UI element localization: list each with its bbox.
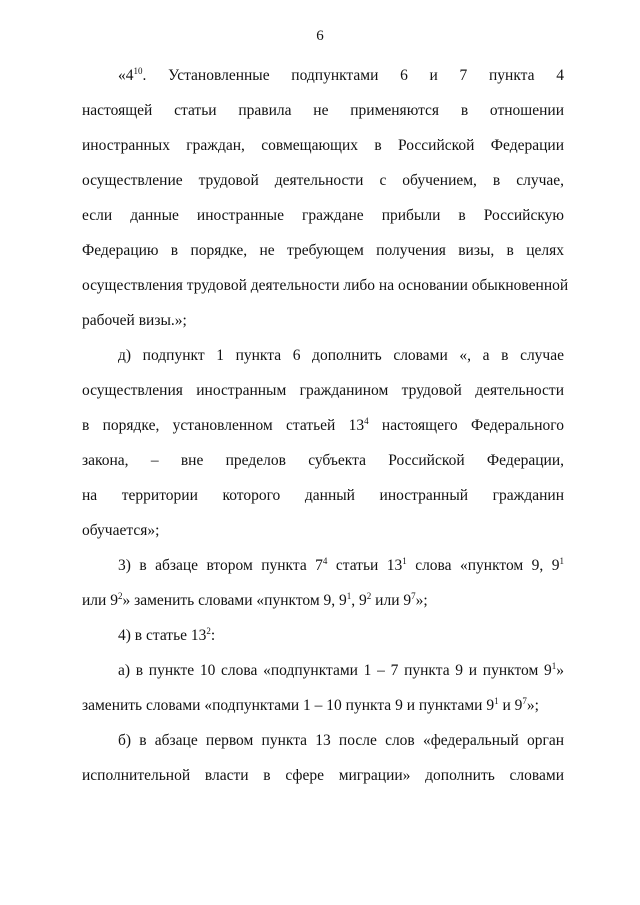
paragraph-1-line-7: осуществления трудовой деятельности либо на основании обыкновенной — [82, 277, 569, 294]
superscript: 1 — [402, 556, 407, 566]
paragraph-2-line-1: д) подпункт 1 пункта 6 дополнить словами «, а в случае — [118, 347, 564, 364]
paragraph-1-line-8: рабочей визы.»; — [82, 312, 187, 329]
text-run: а) в пункте 10 слова «подпунктами 1 – 7 пункта 9 и пунктом 9 — [118, 662, 552, 679]
paragraph-2-line-2: осуществления иностранным гражданином трудовой деятельности — [82, 382, 564, 399]
paragraph-1-line-5: если данные иностранные граждане прибыли в Российскую — [82, 207, 564, 224]
paragraph-6-line-2: исполнительной власти в сфере миграции» дополнить словами — [82, 767, 564, 784]
text-run: » — [556, 662, 564, 679]
page-number: 6 — [316, 28, 324, 44]
superscript: 1 — [346, 591, 352, 601]
paragraph-1-line-1 — [118, 66, 564, 86]
text-run: 3) в абзаце втором пункта 7 — [118, 557, 323, 574]
paragraph-2-line-6: обучается»; — [82, 522, 160, 539]
paragraph-3-line-1 — [118, 556, 564, 576]
paragraph-5-line-2 — [82, 696, 564, 716]
paragraph-4-line-1 — [118, 626, 564, 646]
superscript: 1 — [494, 696, 499, 706]
text-run: » заменить словами «пунктом 9, 9 — [122, 592, 347, 609]
superscript: 1 — [551, 661, 557, 671]
superscript: 2 — [206, 626, 211, 636]
text-run: , 9 — [351, 592, 367, 609]
superscript: 7 — [522, 696, 527, 706]
paragraph-1-line-4: осуществление трудовой деятельности с обучением, в случае, — [82, 172, 564, 189]
text-run: »; — [415, 592, 428, 609]
superscript: 4 — [364, 416, 369, 426]
text-run: «4 — [118, 67, 134, 84]
paragraph-6-line-1: б) в абзаце первом пункта 13 после слов «федеральный орган — [118, 732, 564, 749]
superscript: 1 — [559, 556, 564, 566]
superscript: 10 — [133, 66, 143, 76]
paragraph-2-line-4: закона, – вне пределов субъекта Российской Федерации, — [82, 452, 564, 469]
text-run: »; — [526, 697, 539, 714]
text-run: . Установленные подпунктами 6 и 7 пункта 4 — [142, 67, 564, 84]
text-run: слова «пунктом 9, 9 — [406, 557, 560, 574]
text-run: статьи 13 — [327, 557, 403, 574]
superscript: 2 — [117, 591, 123, 601]
superscript: 7 — [411, 591, 416, 601]
text-run: настоящего Федерального — [368, 417, 564, 434]
text-run: в порядке, установленном статьей 13 — [82, 417, 365, 434]
text-run: 4) в статье 13 — [118, 627, 207, 644]
paragraph-3-line-2 — [82, 591, 564, 611]
text-run: или 9 — [82, 592, 118, 609]
text-run: и 9 — [498, 697, 523, 714]
text-run: или 9 — [371, 592, 412, 609]
paragraph-1-line-2: настоящей статьи правила не применяются в отношении — [82, 102, 564, 119]
text-run: : — [210, 627, 216, 644]
text-run: заменить словами «подпунктами 1 – 10 пункта 9 и пунктами 9 — [82, 697, 495, 714]
paragraph-2-line-5: на территории которого данный иностранный гражданин — [82, 487, 564, 504]
superscript: 4 — [322, 556, 328, 566]
paragraph-1-line-3: иностранных граждан, совмещающих в Российской Федерации — [82, 137, 564, 154]
paragraph-1-line-6: Федерацию в порядке, не требующем получения визы, в целях — [82, 242, 564, 259]
superscript: 2 — [366, 591, 372, 601]
paragraph-2-line-3 — [82, 416, 564, 436]
paragraph-5-line-1 — [118, 661, 564, 681]
